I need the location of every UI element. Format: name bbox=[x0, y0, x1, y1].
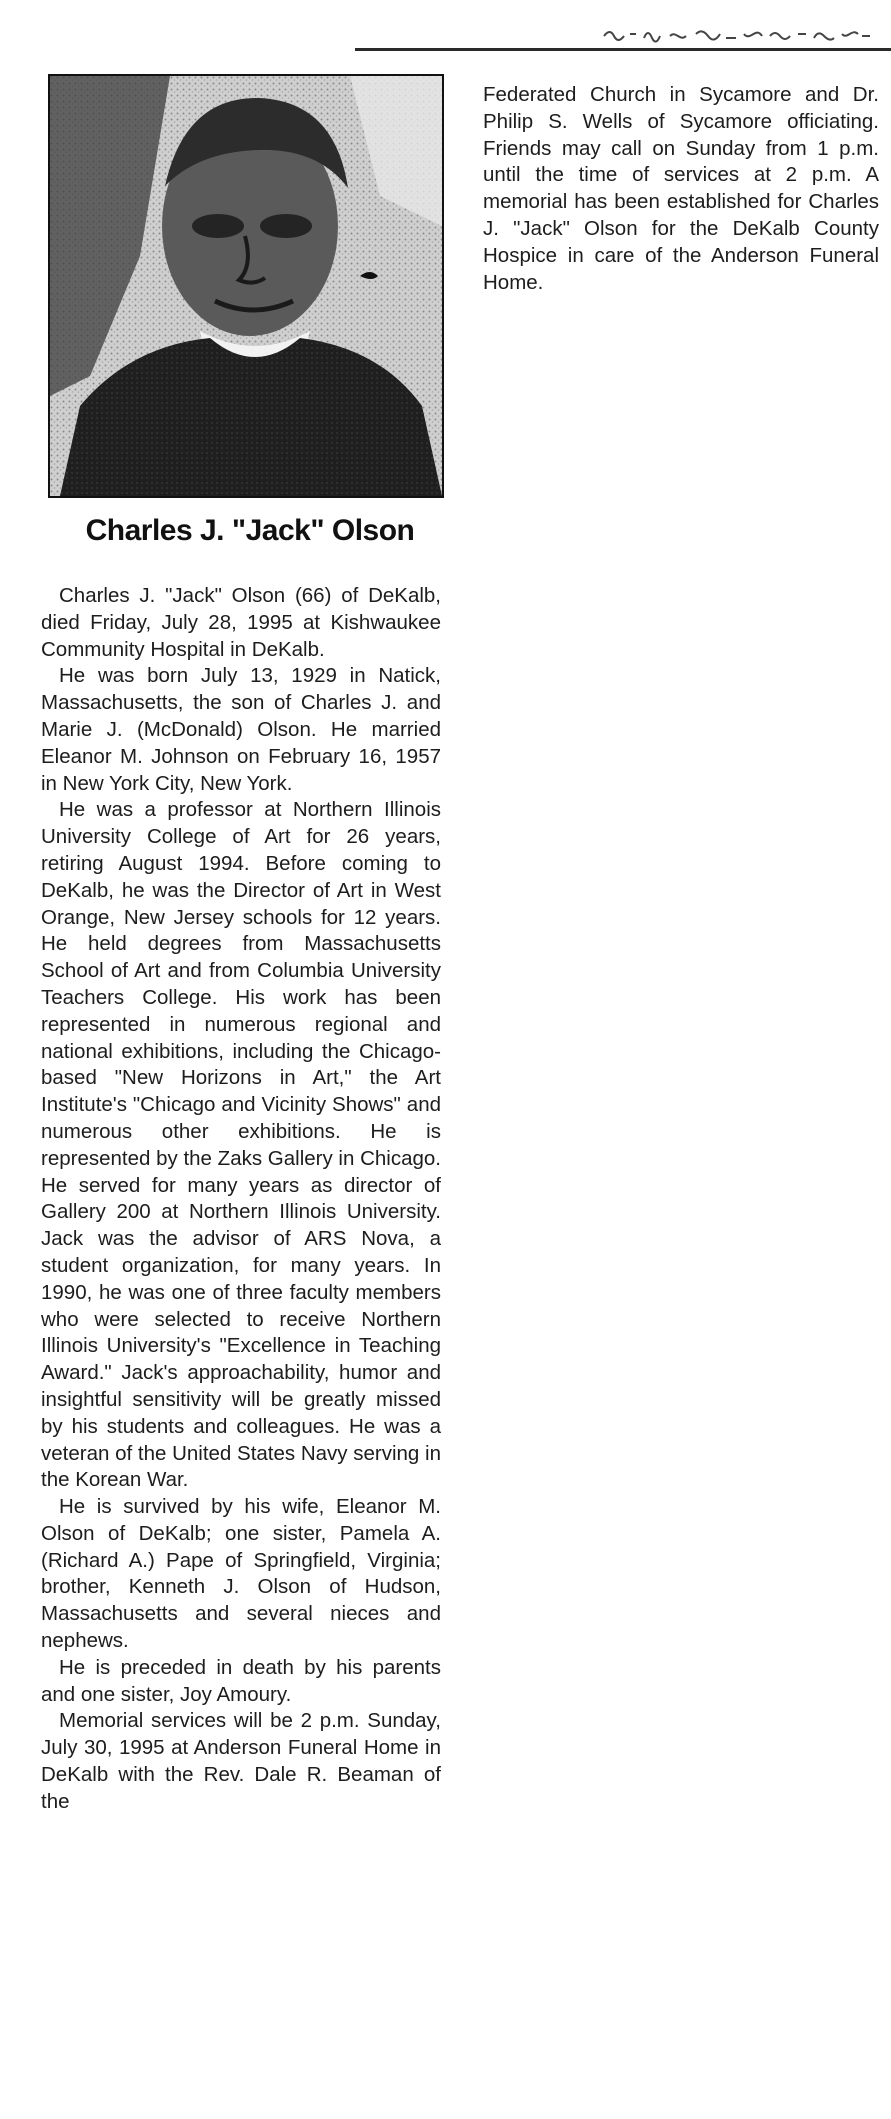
column-rule bbox=[355, 48, 891, 51]
paragraph-services: Memorial services will be 2 p.m. Sunday, July 30, 1995 at Anderson Funeral Home in DeKalb with the Rev. Dale R. Beaman of the bbox=[41, 1709, 441, 1813]
smudged-handwriting-icon bbox=[600, 22, 880, 46]
paragraph-birth-marriage: He was born July 13, 1929 in Natick, Massachusetts, the son of Charles J. and Marie J. (McDonald) Olson. He married Eleanor M. Johnson on February 16, 1957 in New York City, New York. bbox=[41, 664, 441, 795]
paragraph-survivors: He is survived by his wife, Eleanor M. Olson of DeKalb; one sister, Pamela A. (Richard A.) Pape of Springfield, Virginia; brother, Kenneth J. Olson of Hudson, Massachusetts and several nieces and nephews. bbox=[41, 1495, 441, 1653]
portrait-photo-icon bbox=[50, 76, 442, 496]
portrait-photo bbox=[48, 74, 444, 498]
paragraph-preceded: He is preceded in death by his parents and one sister, Joy Amoury. bbox=[41, 1655, 441, 1706]
paragraph-services-continued: Federated Church in Sycamore and Dr. Philip S. Wells of Sycamore officiating. Friends may call on Sunday from 1 p.m. until the time of services at 2 p.m. A memorial has been established for Charles J. "Jack" Olson for the DeKalb County Hospice in care of the Anderson Funeral Home. bbox=[483, 83, 879, 294]
paragraph-death-notice: Charles J. "Jack" Olson (66) of DeKalb, died Friday, July 28, 1995 at Kishwaukee Community Hospital in DeKalb. bbox=[41, 584, 441, 661]
left-column bbox=[41, 583, 441, 1816]
right-column bbox=[483, 82, 879, 296]
obituary-headline: Charles J. "Jack" Olson bbox=[85, 514, 415, 547]
paragraph-career: He was a professor at Northern Illinois University College of Art for 26 years, retiring August 1994. Before coming to DeKalb, he was the Director of Art in West Orange, New Jersey schools for 12 years. He held degrees from Massachusetts School of Art and from Columbia University Teachers College. His work has been represented in numerous regional and national exhibitions, including the Chicago-based "New Horizons in Art," the Art Institute's "Chicago and Vicinity Shows" and numerous other exhibitions. He is represented by the Zaks Gallery in Chicago. He served for many years as director of Gallery 200 at Northern Illinois University. Jack was the advisor of ARS Nova, a student organization, for many years. In 1990, he was one of three faculty members who were selected to receive Northern Illinois University's "Excellence in Teaching Award." Jack's approachability, humor and insightful sensitivity will be greatly missed by his students and colleagues. He was a veteran of the United States Navy serving in the Korean War. bbox=[41, 798, 441, 1492]
